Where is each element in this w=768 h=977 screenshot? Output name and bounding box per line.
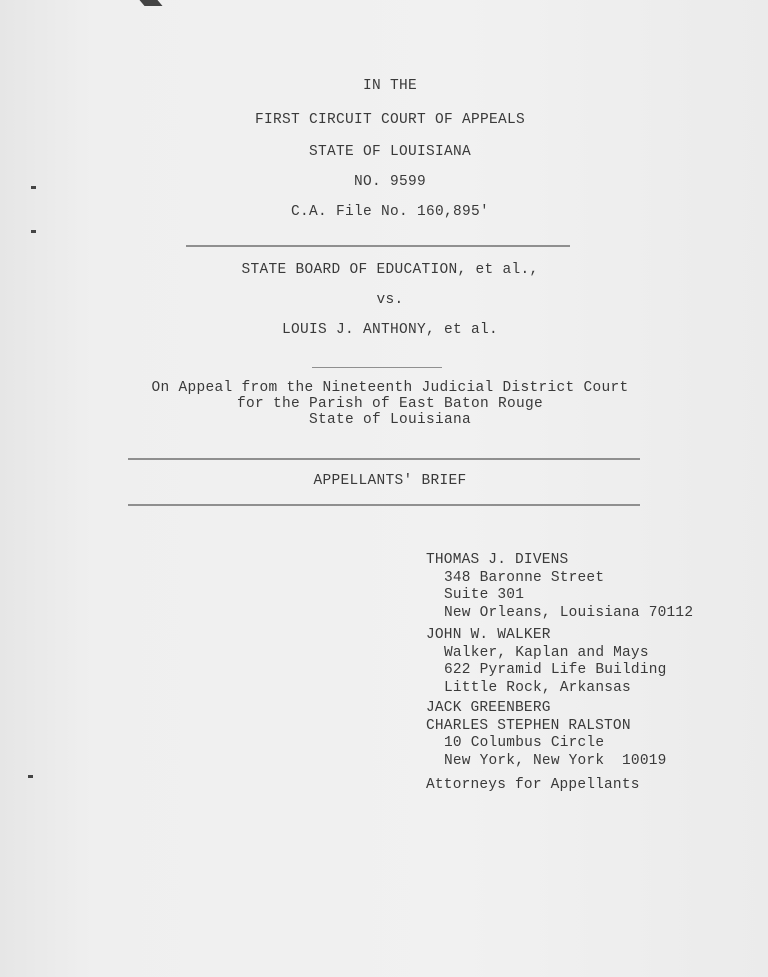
attorney-address-line: 622 Pyramid Life Building xyxy=(444,662,667,678)
attorney-name: JACK GREENBERG xyxy=(426,700,551,716)
brief-title: APPELLANTS' BRIEF xyxy=(313,473,467,489)
attorney-address-line: Little Rock, Arkansas xyxy=(444,679,631,696)
attorney-address-line: 348 Baronne Street xyxy=(444,569,605,586)
attorney-name: THOMAS J. DIVENS xyxy=(426,552,569,568)
divider-rule xyxy=(128,458,640,460)
margin-scan-mark xyxy=(31,230,36,233)
appeal-line-3: State of Louisiana xyxy=(308,412,472,428)
attorney-address-line: New Orleans, Louisiana 70112 xyxy=(444,604,694,621)
appeal-line-1: On Appeal from the Nineteenth Judicial District Court xyxy=(151,380,629,396)
attorney-block-2 xyxy=(426,627,667,697)
attorney-address-line: New York, New York 10019 xyxy=(444,752,667,769)
party-versus: vs. xyxy=(376,292,404,308)
divider-rule xyxy=(312,367,442,368)
divider-rule xyxy=(128,504,640,506)
margin-scan-mark xyxy=(28,775,33,778)
appeal-line-2: for the Parish of East Baton Rouge xyxy=(236,396,544,412)
caption-number: NO. 9599 xyxy=(353,174,426,190)
attorney-address-line: Walker, Kaplan and Mays xyxy=(444,644,649,661)
party-appellee: LOUIS J. ANTHONY, et al. xyxy=(281,322,499,338)
divider-rule xyxy=(186,245,570,247)
attorney-address-line: 10 Columbus Circle xyxy=(444,735,605,751)
attorney-address-line: Suite 301 xyxy=(444,587,525,603)
corner-scan-mark xyxy=(139,0,162,6)
attorney-block-3 xyxy=(426,700,667,770)
attorney-name: CHARLES STEPHEN RALSTON xyxy=(426,717,631,734)
caption-in-the: IN THE xyxy=(362,78,417,94)
attorney-name: JOHN W. WALKER xyxy=(426,627,551,643)
attorney-block-1 xyxy=(426,552,693,622)
attorneys-for-appellants: Attorneys for Appellants xyxy=(426,777,640,793)
caption-court: FIRST CIRCUIT COURT OF APPEALS xyxy=(254,112,526,128)
party-appellant: STATE BOARD OF EDUCATION, et al., xyxy=(241,262,539,278)
caption-state: STATE OF LOUISIANA xyxy=(308,144,472,160)
caption-file-number: C.A. File No. 160,895' xyxy=(290,204,490,220)
